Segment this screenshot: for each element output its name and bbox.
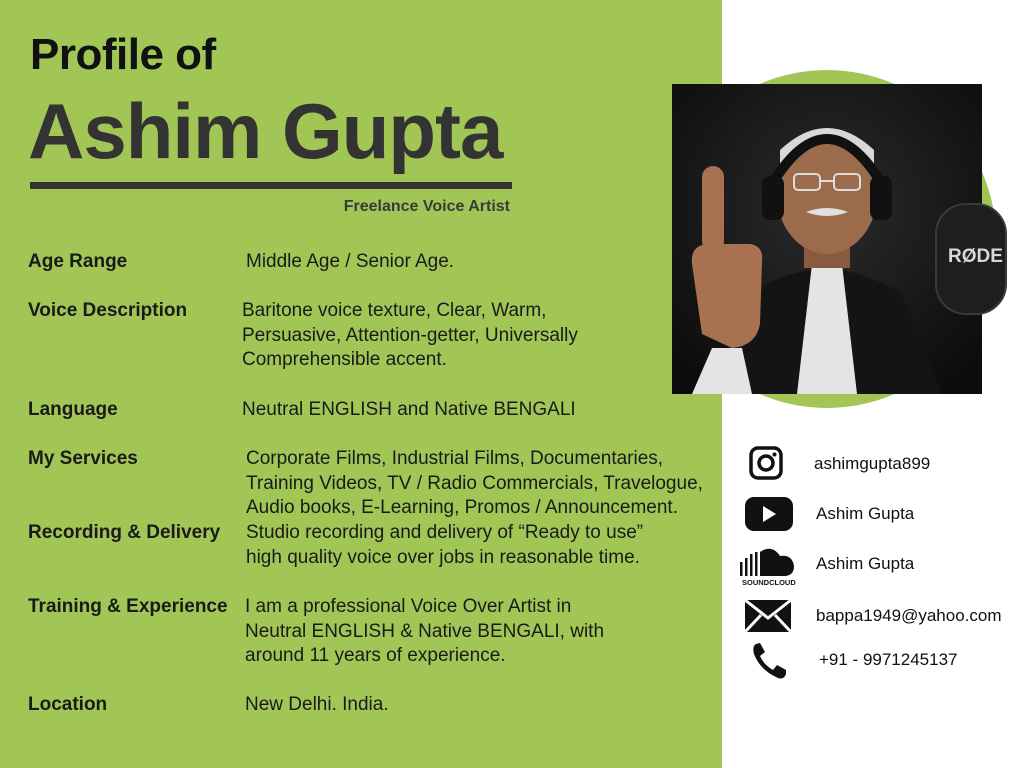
soundcloud-icon [734, 544, 800, 588]
subtitle: Freelance Voice Artist [343, 198, 510, 215]
instagram-icon [742, 444, 792, 484]
email-address[interactable]: bappa1949@yahoo.com [816, 606, 1002, 625]
youtube-contact[interactable] [742, 494, 1022, 534]
soundcloud-logo-text: SOUNDCLOUD [742, 578, 796, 587]
title-prefix: Profile of [30, 30, 216, 79]
services-value: Corporate Films, Industrial Films, Documentaries, Training Videos, TV / Radio Commercials, Travelogue, Audio books, E-Learning, Promos / Announcement. [246, 448, 703, 518]
location-label: Location [28, 694, 108, 715]
services-label: My Services [28, 448, 138, 469]
training-label: Training & Experience [28, 596, 228, 617]
mail-icon [742, 596, 792, 636]
mic-brand-text: RØDE [948, 246, 1003, 267]
youtube-icon [742, 494, 792, 534]
language-value: Neutral ENGLISH and Native BENGALI [242, 399, 576, 420]
instagram-handle[interactable]: ashimgupta899 [814, 454, 931, 473]
instagram-contact[interactable] [742, 444, 1022, 484]
title-underline [30, 182, 512, 189]
profile-photo [672, 84, 1003, 394]
voice-description-label: Voice Description [28, 300, 188, 321]
phone-number[interactable]: +91 - 9971245137 [819, 650, 958, 669]
soundcloud-profile[interactable]: Ashim Gupta [816, 554, 915, 573]
soundcloud-contact[interactable] [742, 544, 1022, 587]
profile-photo-illustration [672, 84, 1003, 394]
page-title: Ashim Gupta [28, 87, 503, 175]
phone-contact[interactable] [742, 640, 1022, 680]
youtube-channel[interactable]: Ashim Gupta [816, 504, 915, 523]
email-contact[interactable] [742, 596, 1022, 636]
training-value: I am a professional Voice Over Artist in Neutral ENGLISH & Native BENGALI, with around 11 years of experience. [245, 596, 605, 666]
age-range-label: Age Range [28, 251, 128, 272]
age-range-value: Middle Age / Senior Age. [246, 251, 455, 272]
recording-value: Studio recording and delivery of “Ready to use” high quality voice over jobs in reasonable time. [246, 522, 644, 568]
location-value: New Delhi. India. [245, 694, 389, 715]
recording-label: Recording & Delivery [28, 522, 221, 543]
voice-description-value: Baritone voice texture, Clear, Warm, Persuasive, Attention-getter, Universally Comprehensible accent. [242, 300, 578, 370]
phone-icon [742, 640, 792, 680]
language-label: Language [28, 399, 118, 420]
